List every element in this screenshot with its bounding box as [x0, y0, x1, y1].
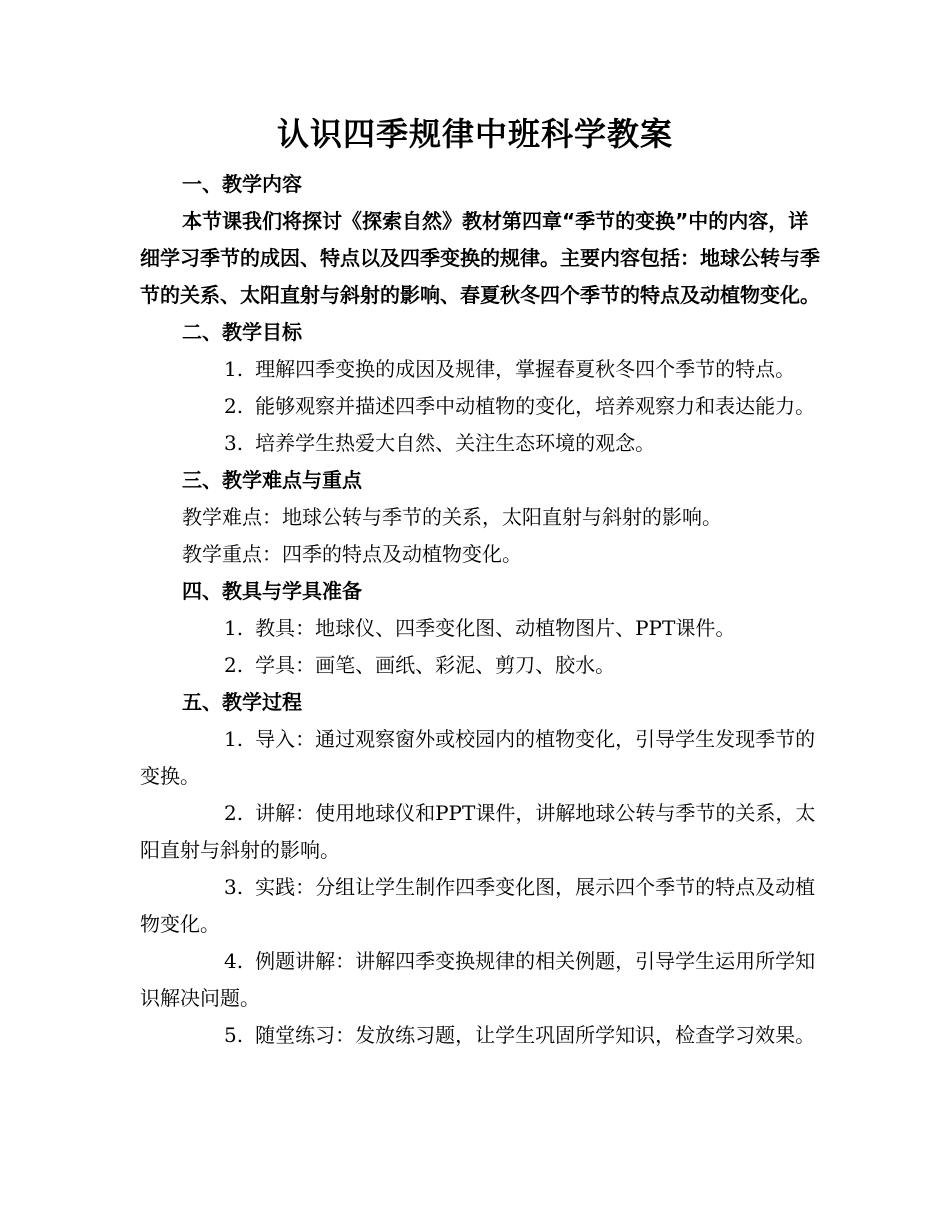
section-heading-materials: 四、教具与学具准备	[182, 579, 362, 603]
section-heading-difficulties: 三、教学难点与重点	[182, 468, 362, 492]
list-item-number: 2.	[224, 394, 244, 418]
section-heading-process: 五、教学过程	[182, 690, 302, 714]
list-item-number: 1.	[224, 357, 244, 381]
list-item-number: 2.	[224, 653, 244, 677]
section-heading-teaching-content: 一、教学内容	[182, 172, 302, 196]
list-item-text: 随堂练习：发放练习题，让学生巩固所学知识，检查学习效果。	[255, 1023, 816, 1047]
list-item-number: 1.	[224, 616, 244, 640]
section-paragraph: 教学难点：地球公转与季节的关系，太阳直射与斜射的影响。	[182, 505, 722, 529]
list-item-text: 学具：画笔、画纸、彩泥、剪刀、胶水。	[255, 653, 616, 677]
list-item-text: 讲解：使用地球仪和PPT课件，讲解地球公转与季节的关系，太阳直射与斜射的影响。	[140, 801, 816, 862]
page-title: 认识四季规律中班科学教案	[276, 115, 673, 153]
list-item	[140, 351, 820, 388]
list-item	[140, 610, 820, 647]
list-item-text: 培养学生热爱大自然、关注生态环境的观念。	[255, 431, 656, 455]
list-item	[140, 647, 820, 684]
list-item-text: 能够观察并描述四季中动植物的变化，培养观察力和表达能力。	[255, 394, 816, 418]
list-item	[140, 425, 820, 462]
list-item	[140, 869, 820, 943]
list-item	[140, 388, 820, 425]
list-item-number: 2.	[224, 801, 244, 825]
document-body	[140, 166, 820, 1054]
list-item-text: 导入：通过观察窗外或校园内的植物变化，引导学生发现季节的变换。	[140, 727, 816, 788]
list-item-number: 3.	[224, 431, 244, 455]
list-item-text: 理解四季变换的成因及规律，掌握春夏秋冬四个季节的特点。	[255, 357, 796, 381]
section-paragraph: 本节课我们将探讨《探索自然》教材第四章“季节的变换”中的内容，详细学习季节的成因、特点以及四季变换的规律。主要内容包括：地球公转与季节的关系、太阳直射与斜射的影响、春夏秋冬四个季节的特点及动植物变化。	[140, 209, 820, 307]
list-item-text: 例题讲解：讲解四季变换规律的相关例题，引导学生运用所学知识解决问题。	[140, 949, 816, 1010]
list-item-number: 5.	[224, 1023, 244, 1047]
list-item	[140, 721, 820, 795]
list-item	[140, 943, 820, 1017]
section-paragraph: 教学重点：四季的特点及动植物变化。	[182, 542, 522, 566]
section-heading-teaching-goals: 二、教学目标	[182, 320, 302, 344]
list-item-number: 4.	[224, 949, 244, 973]
list-item-text: 实践：分组让学生制作四季变化图，展示四个季节的特点及动植物变化。	[140, 875, 816, 936]
list-item-number: 1.	[224, 727, 244, 751]
list-item-number: 3.	[224, 875, 244, 899]
list-item-text: 教具：地球仪、四季变化图、动植物图片、PPT课件。	[255, 616, 736, 640]
list-item	[140, 1017, 820, 1054]
list-item	[140, 795, 820, 869]
